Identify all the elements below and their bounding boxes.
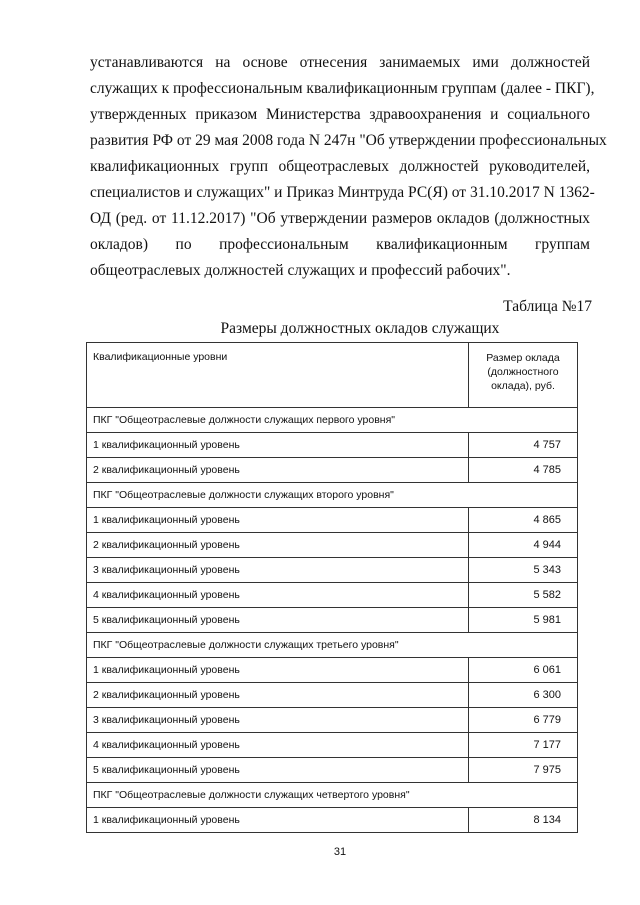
table-row <box>87 433 578 458</box>
table-row <box>87 733 578 758</box>
salary-cell: 4 757 <box>469 433 578 458</box>
group-row <box>87 783 578 808</box>
salary-cell: 6 300 <box>469 683 578 708</box>
table-header-row <box>87 343 578 408</box>
table-row <box>87 658 578 683</box>
level-cell: 2 квалификационный уровень <box>87 533 469 558</box>
level-cell: 1 квалификационный уровень <box>87 658 469 683</box>
paragraph-line: квалификационных групп общеотраслевых должностей руководителей, <box>90 158 590 175</box>
level-cell: 5 квалификационный уровень <box>87 608 469 633</box>
group-title: ПКГ "Общеотраслевые должности служащих второго уровня" <box>87 483 578 508</box>
table-row <box>87 708 578 733</box>
salary-cell: 5 582 <box>469 583 578 608</box>
level-cell: 3 квалификационный уровень <box>87 558 469 583</box>
header-salary: Размер оклада (должностного оклада), руб. <box>469 343 578 408</box>
table-row <box>87 808 578 833</box>
table-row <box>87 533 578 558</box>
salary-cell: 5 343 <box>469 558 578 583</box>
table-caption: Размеры должностных окладов служащих <box>220 320 500 337</box>
paragraph-line: утвержденных приказом Министерства здравоохранения и социального <box>90 106 590 123</box>
level-cell: 3 квалификационный уровень <box>87 708 469 733</box>
paragraph-line: развития РФ от 29 мая 2008 года N 247н "Об утверждении профессиональных <box>90 132 607 149</box>
level-cell: 1 квалификационный уровень <box>87 433 469 458</box>
level-cell: 1 квалификационный уровень <box>87 508 469 533</box>
salary-cell: 7 975 <box>469 758 578 783</box>
paragraph-line: специалистов и служащих" и Приказ Минтруда РС(Я) от 31.10.2017 N 1362- <box>90 184 595 201</box>
group-title: ПКГ "Общеотраслевые должности служащих четвертого уровня" <box>87 783 578 808</box>
table-row <box>87 608 578 633</box>
level-cell: 2 квалификационный уровень <box>87 683 469 708</box>
level-cell: 1 квалификационный уровень <box>87 808 469 833</box>
paragraph-line: служащих к профессиональным квалификационным группам (далее - ПКГ), <box>90 80 595 97</box>
paragraph-line: общеотраслевых должностей служащих и профессий рабочих". <box>90 262 511 279</box>
salary-cell: 7 177 <box>469 733 578 758</box>
body-paragraph <box>90 50 607 284</box>
table-row <box>87 458 578 483</box>
paragraph-line: окладов) по профессиональным квалификационным группам <box>90 236 590 253</box>
group-title: ПКГ "Общеотраслевые должности служащих первого уровня" <box>87 408 578 433</box>
salary-table <box>86 342 578 833</box>
group-row <box>87 633 578 658</box>
paragraph-line: устанавливаются на основе отнесения занимаемых ими должностей <box>90 54 590 71</box>
level-cell: 4 квалификационный уровень <box>87 583 469 608</box>
table-row <box>87 558 578 583</box>
salary-cell: 5 981 <box>469 608 578 633</box>
salary-cell: 8 134 <box>469 808 578 833</box>
salary-cell: 6 779 <box>469 708 578 733</box>
level-cell: 4 квалификационный уровень <box>87 733 469 758</box>
page-number: 31 <box>333 846 347 858</box>
salary-cell: 6 061 <box>469 658 578 683</box>
level-cell: 2 квалификационный уровень <box>87 458 469 483</box>
level-cell: 5 квалификационный уровень <box>87 758 469 783</box>
table-row <box>87 683 578 708</box>
group-row <box>87 483 578 508</box>
group-row <box>87 408 578 433</box>
group-title: ПКГ "Общеотраслевые должности служащих третьего уровня" <box>87 633 578 658</box>
table-number: Таблица №17 <box>503 298 592 315</box>
paragraph-line: ОД (ред. от 11.12.2017) "Об утверждении размеров окладов (должностных <box>90 210 590 227</box>
table-row <box>87 508 578 533</box>
salary-cell: 4 865 <box>469 508 578 533</box>
table-row <box>87 758 578 783</box>
salary-cell: 4 944 <box>469 533 578 558</box>
header-levels: Квалификационные уровни <box>87 343 469 408</box>
table-row <box>87 583 578 608</box>
salary-cell: 4 785 <box>469 458 578 483</box>
